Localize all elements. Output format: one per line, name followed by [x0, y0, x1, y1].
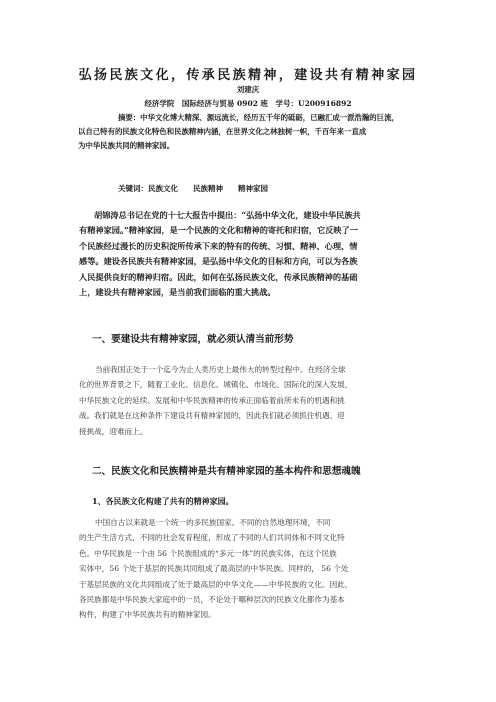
intro-line: 胡锦涛总书记在党的十七大报告中提出：“弘扬中华文化，建设中华民族共 [94, 210, 361, 220]
body-line: 当前我国正处于一个迄今为止人类历史上最伟大的转型过程中。在经济全球 [95, 365, 346, 374]
author-affiliation: 经济学院 国际经济与贸易 0902 班 学号：U200916892 [144, 99, 352, 108]
author-name: 刘建庆 [236, 85, 260, 94]
section-1-heading: 一、要建设共有精神家园，就必须认清当前形势 [92, 334, 294, 345]
intro-paragraph [79, 208, 424, 300]
body-line: 的生产生活方式，不同的社会发育程度，形成了不同的人们共同体和不同文化特 [79, 533, 345, 543]
body-line: 实体中，56 个处于基层的民族共同组成了最高层的中华民族。同样的， 56 个处 [79, 564, 349, 574]
abstract-line: 摘要：中华文化博大精深、源远流长，经历五千年的砥砺，已融汇成一派浩瀚的巨流， [118, 113, 399, 122]
section-1-body [79, 362, 424, 439]
abstract-line: 为中华民族共同的精神家园。 [78, 141, 175, 150]
subsection-1-heading: 1、各民族文化构建了共有的精神家园。 [92, 496, 234, 506]
body-line: 接挑战，迎难而上。 [79, 426, 148, 436]
intro-line: 有精神家园。”精神家园，是一个民族的文化和精神的寄托和归宿，它反映了一 [79, 225, 358, 236]
abstract [78, 111, 444, 153]
body-line: 中华民族文化的延续、发展和中华民族精神的传承正面临着前所未有的机遇和挑 [79, 395, 345, 405]
intro-line: 人民提供良好的精神归宿。因此，如何在弘扬民族文化，传承民族精神的基础 [79, 271, 358, 282]
body-line: 构件，构建了中华民族共有的精神家园。 [79, 610, 216, 620]
keywords: 关键词：民族文化 民族精神 精神家园 [118, 184, 268, 193]
body-line: 色。中华民族是一个由 56 个民族组成的“多元一体”的民族实体，在这个民族 [79, 548, 337, 558]
body-line: 中国自古以来就是一个统一的多民族国家。不同的自然地理环境，不同 [95, 518, 331, 527]
intro-line: 上，建设共有精神家园，是当前我们面临的重大挑战。 [79, 287, 276, 298]
body-line: 化的世界背景之下，随着工业化、信息化、城镇化、市场化、国际化的深入发展， [79, 380, 353, 390]
body-line: 于基层民族的文化共同组成了处于最高层的中华文化——中华民族的文化。因此， [79, 579, 353, 589]
body-line: 战。我们就是在这种条件下建设共有精神家园的，因此我们就必须抓住机遇、迎 [79, 411, 345, 421]
abstract-line: 以自己特有的民族文化特色和民族精神内涵，在世界文化之林独树一帜，千百年来一直成 [78, 127, 367, 136]
intro-line: 感等。建设各民族共有精神家园，是弘扬中华文化的目标和方向，可以为各族 [79, 256, 358, 267]
subsection-1-body [79, 515, 424, 623]
body-line: 各民族都是中华民族大家庭中的一员，不论处于哪种层次的民族文化都作为基本 [79, 595, 345, 605]
intro-line: 个民族经过漫长的历史积淀所传承下来的特有的传统、习惯、精神、心理、情 [79, 240, 358, 251]
paper-title: 弘扬民族文化，传承民族精神，建设共有精神家园 [78, 68, 418, 83]
section-2-heading: 二、民族文化和民族精神是共有精神家园的基本构件和思想魂魄 [92, 466, 361, 477]
